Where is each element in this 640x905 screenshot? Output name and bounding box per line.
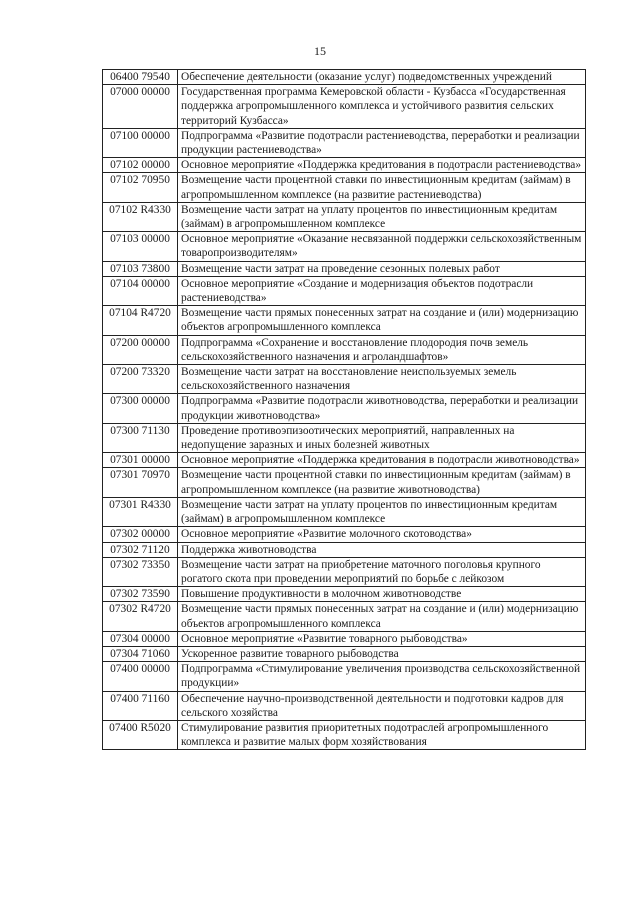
- table-row: [103, 394, 586, 423]
- row-name: Возмещение части процентной ставки по инвестиционным кредитам (займам) в агропромышленном комплексе (на развитие растениеводства): [178, 173, 586, 202]
- row-code: 07102 R4330: [103, 202, 178, 231]
- row-code: 07300 71130: [103, 423, 178, 452]
- row-code: 07302 00000: [103, 527, 178, 542]
- table-row: [103, 335, 586, 364]
- table-row: [103, 423, 586, 452]
- table-row: [103, 542, 586, 557]
- table-row: [103, 70, 586, 85]
- row-name: Стимулирование развития приоритетных подотраслей агропромышленного комплекса и развитие малых форм хозяйствования: [178, 720, 586, 749]
- table-row: [103, 497, 586, 526]
- row-name: Подпрограмма «Развитие подотрасли животноводства, переработки и реализации продукции животноводства»: [178, 394, 586, 423]
- table-row: [103, 720, 586, 749]
- row-name: Ускоренное развитие товарного рыбоводства: [178, 646, 586, 661]
- table-row: [103, 85, 586, 129]
- row-name: Возмещение части процентной ставки по инвестиционным кредитам (займам) в агропромышленном комплексе (на развитие животноводства): [178, 468, 586, 497]
- row-code: 07400 00000: [103, 662, 178, 691]
- row-name: Проведение противоэпизоотических мероприятий, направленных на недопущение заразных и иных болезней животных: [178, 423, 586, 452]
- table-row: [103, 365, 586, 394]
- table-row: [103, 261, 586, 276]
- row-code: 07300 00000: [103, 394, 178, 423]
- row-name: Возмещение части затрат на уплату процентов по инвестиционным кредитам (займам) в агропромышленном комплексе: [178, 202, 586, 231]
- row-name: Возмещение части прямых понесенных затрат на создание и (или) модернизацию объектов агропромышленного комплекса: [178, 306, 586, 335]
- table-body: [103, 70, 586, 750]
- table-row: [103, 662, 586, 691]
- row-name: Возмещение части затрат на восстановление неиспользуемых земель сельскохозяйственного назначения: [178, 365, 586, 394]
- row-code: 07301 70970: [103, 468, 178, 497]
- table-row: [103, 173, 586, 202]
- row-name: Возмещение части затрат на проведение сезонных полевых работ: [178, 261, 586, 276]
- row-code: 07200 73320: [103, 365, 178, 394]
- row-code: 06400 79540: [103, 70, 178, 85]
- row-name: Возмещение части затрат на приобретение маточного поголовья крупного рогатого скота при проведении мероприятий по борьбе с лейкозом: [178, 557, 586, 586]
- row-code: 07302 R4720: [103, 602, 178, 631]
- row-code: 07103 73800: [103, 261, 178, 276]
- row-name: Основное мероприятие «Создание и модернизация объектов подотрасли растениеводства»: [178, 276, 586, 305]
- row-name: Государственная программа Кемеровской области - Кузбасса «Государственная поддержка агропромышленного комплекса и устойчивого развития сельских территорий Кузбасса»: [178, 85, 586, 129]
- budget-classification-table: [102, 69, 586, 750]
- row-code: 07000 00000: [103, 85, 178, 129]
- row-name: Обеспечение деятельности (оказание услуг) подведомственных учреждений: [178, 70, 586, 85]
- table-row: [103, 453, 586, 468]
- table-row: [103, 527, 586, 542]
- table-row: [103, 232, 586, 261]
- table-row: [103, 158, 586, 173]
- page-number: 15: [314, 44, 326, 58]
- row-code: 07102 00000: [103, 158, 178, 173]
- table-row: [103, 691, 586, 720]
- row-code: 07302 73590: [103, 587, 178, 602]
- table-row: [103, 602, 586, 631]
- row-name: Поддержка животноводства: [178, 542, 586, 557]
- table-row: [103, 276, 586, 305]
- row-name: Возмещение части затрат на уплату процентов по инвестиционным кредитам (займам) в агропромышленном комплексе: [178, 497, 586, 526]
- row-code: 07302 73350: [103, 557, 178, 586]
- row-code: 07104 R4720: [103, 306, 178, 335]
- row-code: 07400 R5020: [103, 720, 178, 749]
- table-row: [103, 631, 586, 646]
- row-code: 07301 00000: [103, 453, 178, 468]
- row-name: Повышение продуктивности в молочном животноводстве: [178, 587, 586, 602]
- row-name: Основное мероприятие «Поддержка кредитования в подотрасли животноводства»: [178, 453, 586, 468]
- row-code: 07302 71120: [103, 542, 178, 557]
- row-name: Основное мероприятие «Оказание несвязанной поддержки сельскохозяйственным товаропроизводителям»: [178, 232, 586, 261]
- table-row: [103, 557, 586, 586]
- row-name: Обеспечение научно-производственной деятельности и подготовки кадров для сельского хозяйства: [178, 691, 586, 720]
- table-row: [103, 646, 586, 661]
- row-name: Основное мероприятие «Развитие молочного скотоводства»: [178, 527, 586, 542]
- table-row: [103, 202, 586, 231]
- row-code: 07301 R4330: [103, 497, 178, 526]
- row-code: 07100 00000: [103, 128, 178, 157]
- table-row: [103, 587, 586, 602]
- row-name: Подпрограмма «Развитие подотрасли растениеводства, переработки и реализации продукции растениеводства»: [178, 128, 586, 157]
- row-name: Основное мероприятие «Развитие товарного рыбоводства»: [178, 631, 586, 646]
- row-code: 07200 00000: [103, 335, 178, 364]
- table-row: [103, 128, 586, 157]
- row-code: 07102 70950: [103, 173, 178, 202]
- row-name: Подпрограмма «Сохранение и восстановление плодородия почв земель сельскохозяйственного назначения и агроландшафтов»: [178, 335, 586, 364]
- table-row: [103, 468, 586, 497]
- row-code: 07304 71060: [103, 646, 178, 661]
- row-code: 07103 00000: [103, 232, 178, 261]
- row-name: Возмещение части прямых понесенных затрат на создание и (или) модернизацию объектов агропромышленного комплекса: [178, 602, 586, 631]
- row-name: Основное мероприятие «Поддержка кредитования в подотрасли растениеводства»: [178, 158, 586, 173]
- row-name: Подпрограмма «Стимулирование увеличения производства сельскохозяйственной продукции»: [178, 662, 586, 691]
- row-code: 07304 00000: [103, 631, 178, 646]
- row-code: 07104 00000: [103, 276, 178, 305]
- row-code: 07400 71160: [103, 691, 178, 720]
- table-row: [103, 306, 586, 335]
